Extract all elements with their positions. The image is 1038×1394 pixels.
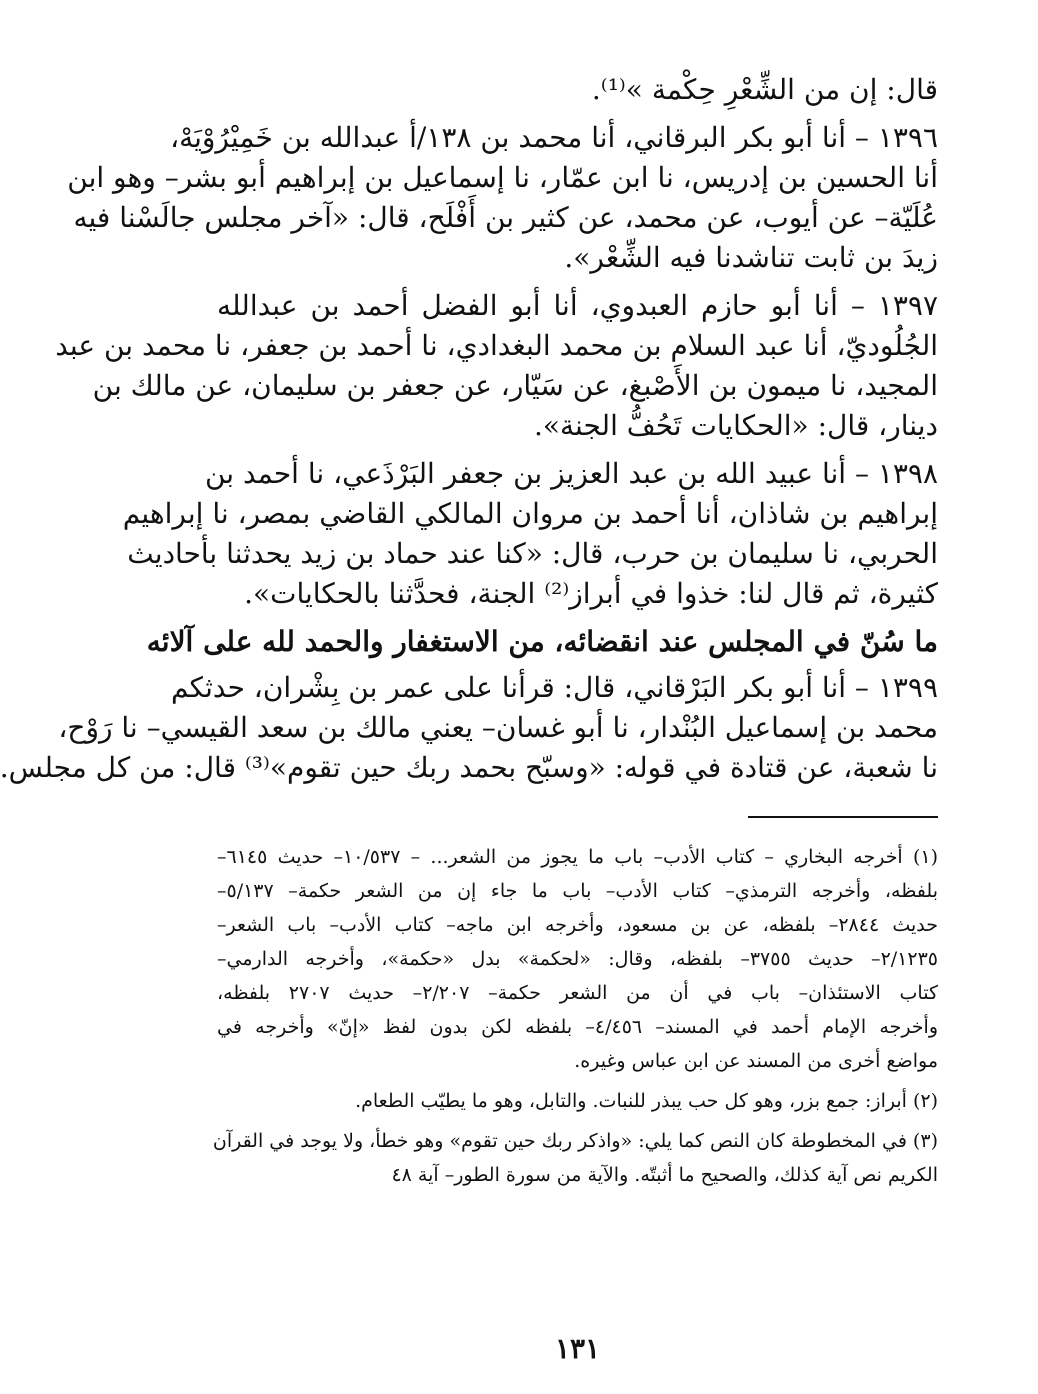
footnote-divider: [748, 816, 938, 818]
footnote-line: بلفظه، وأخرجه الترمذي– كتاب الأدب– باب ما جاء إن من الشعر حكمة– ٥/١٣٧–: [217, 880, 938, 902]
text-line: كثيرة، ثم قال لنا: خذوا في أبراز⁽²⁾ الجنة، فحدَّثنا بالحكايات».: [244, 577, 938, 610]
book-page: [0, 70, 939, 1394]
footnote-line: كتاب الاستئذان– باب في أن من الشعر حكمة– ٢/٢٠٧– حديث ٢٧٠٧ بلفظه،: [217, 982, 938, 1004]
footnote-line: وأخرجه الإمام أحمد في المسند– ٤/٤٥٦– بلفظه لكن بدون لفظ «إنّ» وأخرجه في: [217, 1016, 939, 1038]
footnote-line: مواضع أخرى من المسند عن ابن عباس وغيره.: [574, 1050, 938, 1072]
text-line: المجيد، نا ميمون بن الأَصْبغ، عن سَيّار، عن جعفر بن سليمان، عن مالك بن: [92, 369, 938, 402]
text-line: دينار، قال: «الحكايات تَحُفُّ الجنة».: [533, 409, 938, 442]
paragraph-1396: [67, 118, 938, 278]
paragraph-1398: [122, 454, 938, 614]
text-line: عُلَيّة– عن أيوب، عن محمد، عن كثير بن أَفْلَح، قال: «آخر مجلس جالَسْنا فيه: [73, 201, 938, 234]
footnote-3: [212, 1124, 938, 1192]
text-line: أنا الحسين بن إدريس، نا ابن عمّار، نا إسماعيل بن إبراهيم أبو بشر– وهو ابن: [67, 161, 938, 194]
text-line: ١٣٩٩ – أنا أبو بكر البَرْقاني، قال: قرأنا على عمر بن بِشْران، حدثكم: [171, 671, 938, 704]
text-line: ١٣٩٧ – أنا أبو حازم العبدوي، أنا أبو الفضل أحمد بن عبدالله: [217, 289, 938, 322]
footnote-line: (٣) في المخطوطة كان النص كما يلي: «واذكر ربك حين تقوم» وهو خطأ، ولا يوجد في القرآن: [212, 1130, 938, 1152]
footnote-line: حديث ٢٨٤٤– بلفظه، عن بن مسعود، وأخرجه ابن ماجه– كتاب الأدب– باب الشعر–: [217, 914, 939, 936]
footnote-1: [217, 840, 938, 1078]
text-line: ١٣٩٦ – أنا أبو بكر البرقاني، أنا محمد بن ١٣٨/أ عبدالله بن خَمِيْرُوْيَهْ،: [170, 121, 938, 154]
footnote-line: الكريم نص آية كذلك، والصحيح ما أثبتّه. والآية من سورة الطور– آية ٤٨: [391, 1164, 938, 1186]
section-heading: ما سُنّ في المجلس عند انقضائه، من الاستغفار والحمد لله على آلائه: [146, 625, 938, 658]
footnote-2: [217, 1084, 938, 1118]
footnote-line: (٢) أبراز: جمع بزر، وهو كل حب يبذر للنبات. والتابل، وهو ما يطيّب الطعام.: [355, 1090, 938, 1112]
footnotes: [212, 840, 939, 1192]
text-line: الحربي، نا سليمان بن حرب، قال: «كنا عند حماد بن زيد يحدثنا بأحاديث: [127, 537, 938, 570]
paragraph-1397: [55, 286, 938, 446]
text-line: قال: إن من الشِّعْرِ حِكْمة »⁽¹⁾.: [591, 73, 938, 106]
paragraph-intro: [217, 70, 938, 110]
text-line: الجُلُوديّ، أنا عبد السلام بن محمد البغدادي، نا أحمد بن جعفر، نا محمد بن عبد: [55, 329, 938, 362]
text-line: إبراهيم بن شاذان، أنا أحمد بن مروان المالكي القاضي بمصر، نا إبراهيم: [122, 497, 938, 530]
page-number: ١٣١: [554, 1332, 601, 1365]
paragraph-1399: [0, 668, 938, 788]
footnote-line: ٢/١٢٣٥– حديث ٣٧٥٥– بلفظه، وقال: «لحكمة» بدل «حكمة»، وأخرجه الدارمي–: [217, 948, 938, 970]
text-line: زيدَ بن ثابت تناشدنا فيه الشِّعْر».: [564, 241, 938, 274]
text-line: ١٣٩٨ – أنا عبيد الله بن عبد العزيز بن جعفر البَرْذَعي، نا أحمد بن: [204, 457, 938, 490]
text-line: نا شعبة، عن قتادة في قوله: «وسبّح بحمد ربك حين تقوم»⁽³⁾ قال: من كل مجلس.: [0, 751, 938, 784]
main-text: [0, 70, 938, 788]
text-line: محمد بن إسماعيل البُنْدار، نا أبو غسان– يعني مالك بن سعد القيسي– نا رَوْح،: [58, 711, 938, 744]
footnote-line: (١) أخرجه البخاري – كتاب الأدب– باب ما يجوز من الشعر... – ١٠/٥٣٧– حديث ٦١٤٥–: [217, 846, 939, 868]
